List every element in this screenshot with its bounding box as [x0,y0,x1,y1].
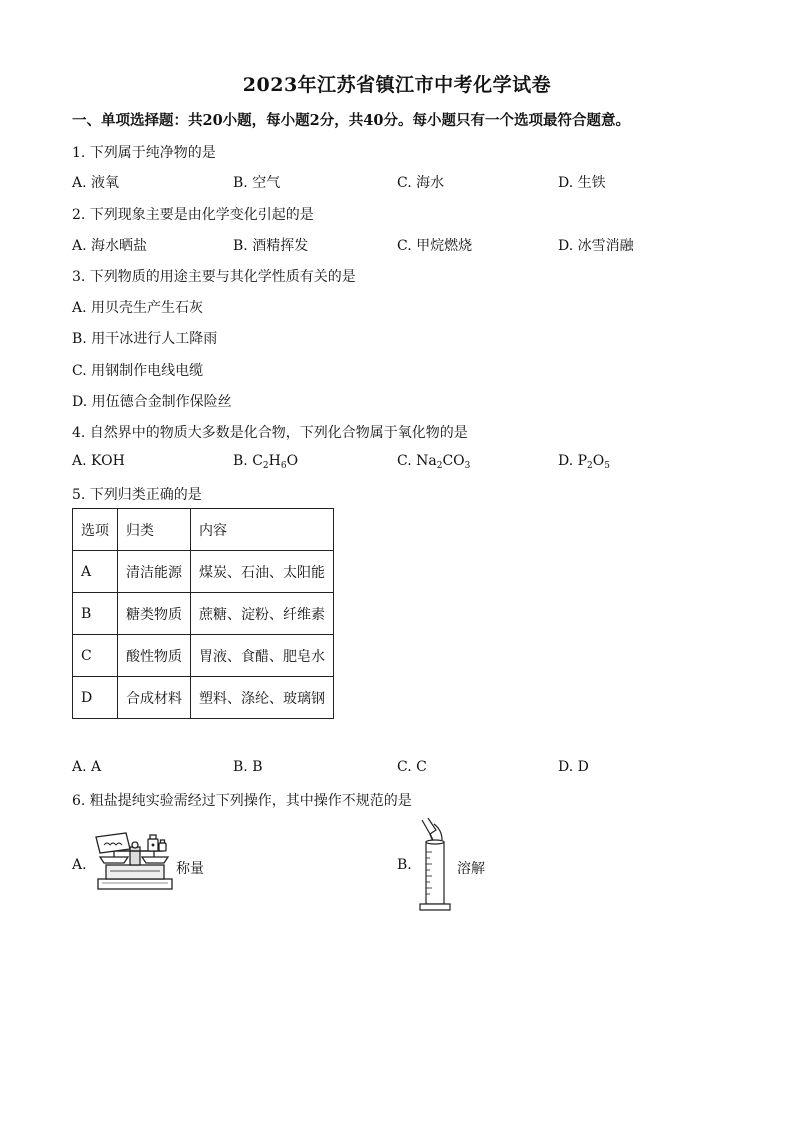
table-cell: A [73,551,118,593]
table-cell: 煤炭、石油、太阳能 [191,551,334,593]
q6-option-a-label: 称量 [176,861,204,877]
q6-option-a-letter[interactable]: A. [72,857,87,873]
graduated-cylinder-icon [416,818,452,914]
table-row [73,635,334,677]
question-4-stem: 4. 自然界中的物质大多数是化合物，下列化合物属于氧化物的是 [72,425,468,441]
q4-option-b[interactable]: B. $C_2H_6O$ [233,453,299,471]
table-row [73,677,334,719]
q4-option-c[interactable]: C. $Na_2CO_3$ [397,453,471,471]
table-cell: C [73,635,118,677]
q6-option-b-letter[interactable]: B. [397,857,412,873]
q2-option-a[interactable]: A. 海水晒盐 [72,238,148,254]
q1-option-c[interactable]: C. 海水 [397,175,445,191]
question-4-options [0,453,794,473]
question-3-stem: 3. 下列物质的用途主要与其化学性质有关的是 [72,269,356,285]
question-6-stem: 6. 粗盐提纯实验需经过下列操作，其中操作不规范的是 [72,793,412,809]
page-title: 2023年江苏省镇江市中考化学试卷 [242,74,552,96]
table-cell: 合成材料 [118,677,191,719]
table-header-cell: 选项 [73,509,118,551]
q4-option-d[interactable]: D. $P_2O_5$ [558,453,610,471]
q3-option-b[interactable]: B. 用干冰进行人工降雨 [72,331,218,347]
table-header-cell: 内容 [191,509,334,551]
q3-option-c[interactable]: C. 用钢制作电线电缆 [72,363,204,379]
q3-option-a[interactable]: A. 用贝壳生产生石灰 [72,300,204,316]
q4-option-a[interactable]: A. KOH [72,453,125,469]
q2-option-c[interactable]: C. 甲烷燃烧 [397,238,473,254]
q5-option-c[interactable]: C. C [397,759,427,775]
q3-option-d[interactable]: D. 用伍德合金制作保险丝 [72,394,232,410]
q1-option-d[interactable]: D. 生铁 [558,175,606,191]
table-cell: 糖类物质 [118,593,191,635]
table-cell: B [73,593,118,635]
question-5-options [0,759,794,779]
q2-option-b[interactable]: B. 酒精挥发 [233,238,309,254]
table-row [73,551,334,593]
question-2-options [0,235,794,255]
table-row [73,593,334,635]
table-header-cell: 归类 [118,509,191,551]
q2-option-d[interactable]: D. 冰雪消融 [558,238,634,254]
table-cell: 胃液、食醋、肥皂水 [191,635,334,677]
table-header-row [73,509,334,551]
q1-option-a[interactable]: A. 液氧 [72,175,120,191]
classification-table [72,508,334,719]
question-1-stem: 1. 下列属于纯净物的是 [72,145,216,161]
balance-icon [92,827,176,895]
q1-option-b[interactable]: B. 空气 [233,175,281,191]
q5-option-a[interactable]: A. A [72,759,102,775]
table-cell: 酸性物质 [118,635,191,677]
question-2-stem: 2. 下列现象主要是由化学变化引起的是 [72,207,314,223]
table-cell: D [73,677,118,719]
section-heading: 一、单项选择题：共20小题，每小题2分，共40分。每小题只有一个选项最符合题意。 [72,112,630,129]
q5-option-b[interactable]: B. B [233,759,263,775]
q5-option-d[interactable]: D. D [558,759,589,775]
table-cell: 清洁能源 [118,551,191,593]
table-cell: 塑料、涤纶、玻璃钢 [191,677,334,719]
question-5-stem: 5. 下列归类正确的是 [72,487,202,503]
table-cell: 蔗糖、淀粉、纤维素 [191,593,334,635]
question-1-options [0,172,794,192]
q6-option-b-label: 溶解 [457,861,485,877]
